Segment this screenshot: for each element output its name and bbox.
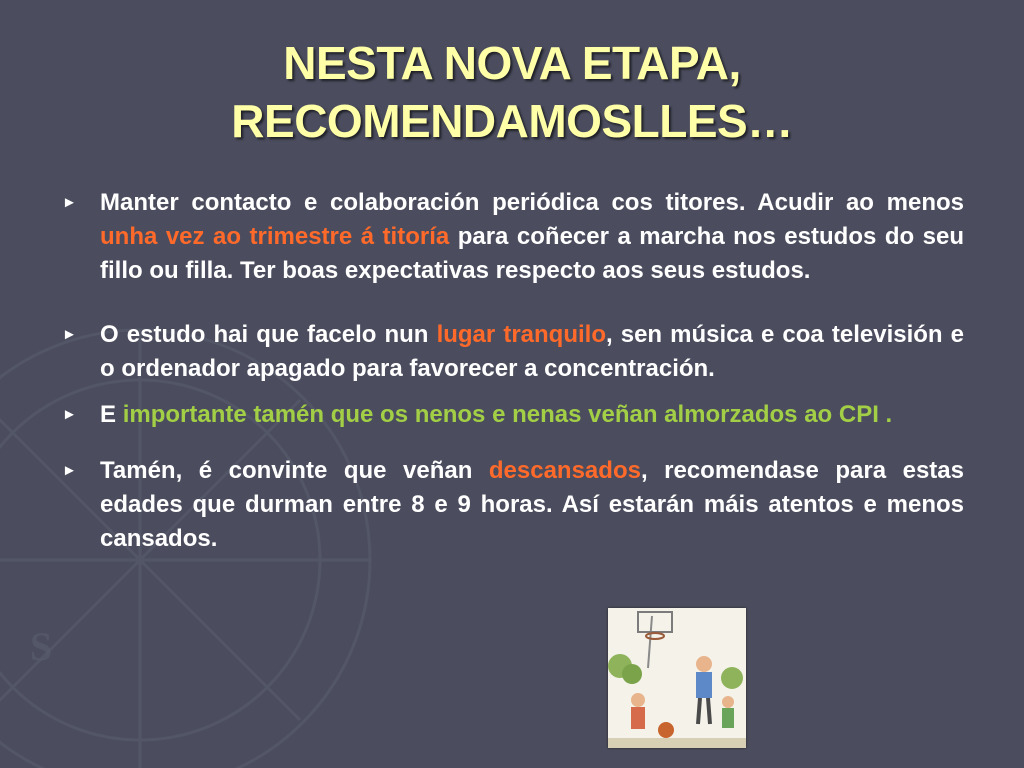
bullet-text: para coñecer a marcha nos estudos do seu fillo ou filla. Ter boas expectativas respecto aos seus estudos.: [100, 223, 964, 284]
triangle-right-icon: ►: [62, 462, 77, 479]
bullet-text: O estudo hai que facelo nun: [100, 321, 437, 348]
bullet-text: , sen música e coa televisión e o ordenador apagado para favorecer a concentración.: [100, 321, 965, 382]
title-line-1: NESTA NOVA ETAPA,: [283, 37, 741, 89]
page-title: [0, 34, 1024, 150]
svg-text:S: S: [30, 624, 53, 669]
bullet-text: Manter contacto e colaboración periódica cos titores. Acudir ao menos: [100, 189, 964, 216]
bullet-highlight: descansados: [488, 457, 641, 484]
list-item: [62, 454, 964, 556]
list-item: [62, 186, 964, 288]
bullet-highlight: lugar tranquilo: [436, 321, 606, 348]
bullet-highlight: unha vez ao trimestre á titoría: [100, 223, 450, 250]
triangle-right-icon: ►: [62, 194, 77, 211]
bullet-text: E: [100, 401, 123, 428]
bullet-text: , recomendase para estas edades que durman entre 8 e 9 horas. Así estarán máis atentos e menos cansados.: [100, 457, 964, 552]
bullet-text: Tamén, é convinte que veñan: [100, 457, 489, 484]
recommendations-list: [62, 186, 964, 556]
title-line-2: RECOMENDAMOSLLES…: [231, 95, 793, 147]
triangle-right-icon: ►: [62, 406, 77, 423]
list-item: [62, 318, 964, 386]
list-item: [62, 398, 964, 432]
triangle-right-icon: ►: [62, 326, 77, 343]
children-playground-illustration: [608, 608, 746, 748]
bullet-highlight: importante tamén que os nenos e nenas veñan almorzados ao CPI .: [122, 401, 893, 428]
